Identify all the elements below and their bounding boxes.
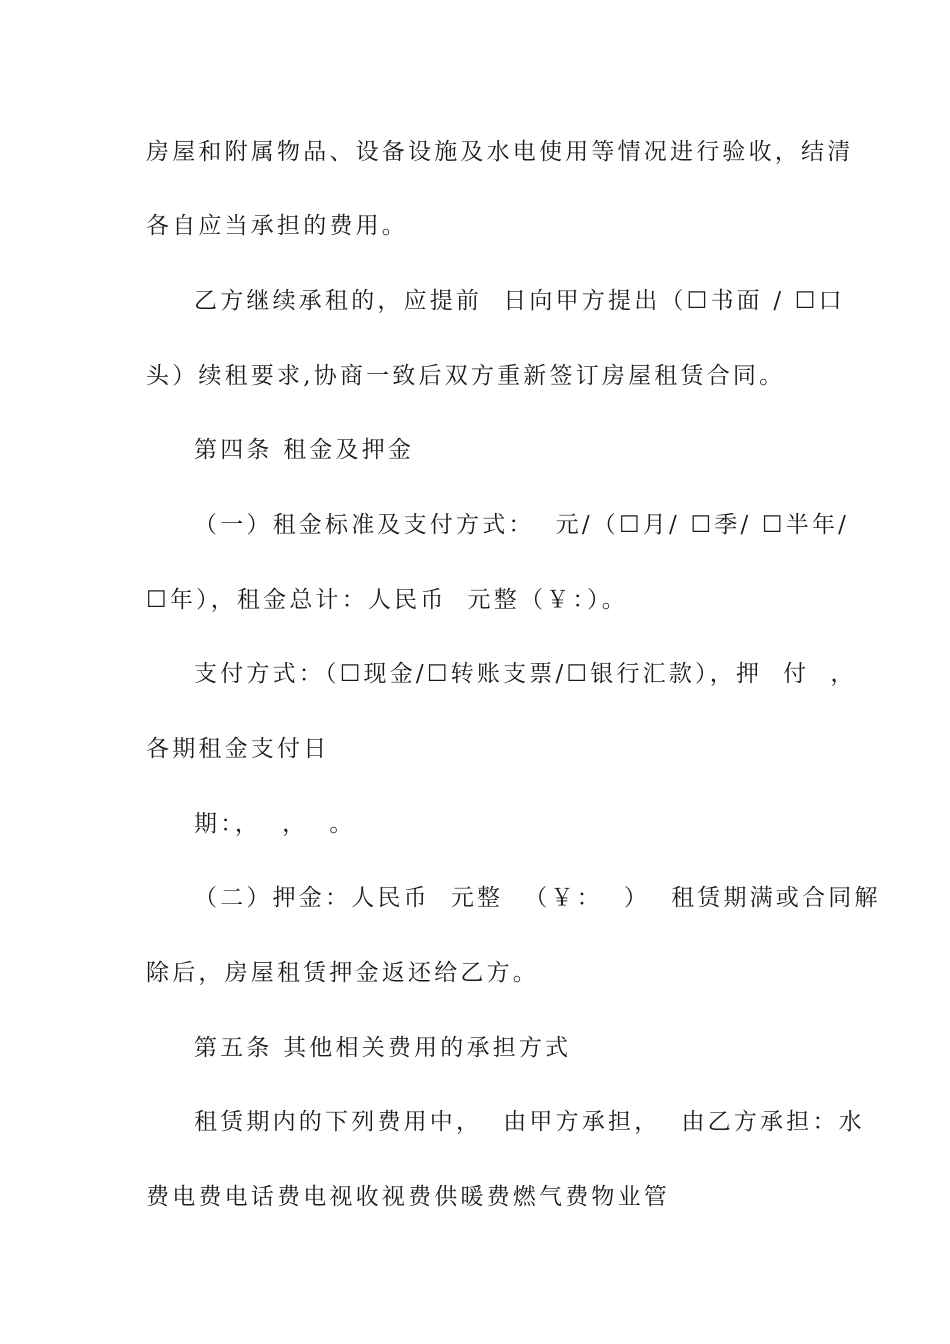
section-heading-5: 第五条 其他相关费用的承担方式	[194, 1035, 572, 1061]
text-line-2: 各自应当承担的费用。	[146, 213, 408, 239]
text-line-6: （一）租金标准及支付方式： 元/（☐月/ ☐季/ ☐半年/	[194, 512, 850, 538]
text-line-10: 期：， ， 。	[194, 811, 356, 837]
text-line-7: ☐年），租金总计：人民币 元整（￥：）。	[146, 587, 628, 613]
text-line-14: 租赁期内的下列费用中， 由甲方承担， 由乙方承担：水	[194, 1109, 865, 1135]
text-line-15: 费电费电话费电视收视费供暖费燃气费物业管	[146, 1184, 670, 1210]
text-line-4: 头）续租要求,协商一致后双方重新签订房屋租赁合同。	[146, 363, 786, 389]
section-heading-4: 第四条 租金及押金	[194, 437, 415, 463]
text-line-11: （二）押金：人民币 元整 （￥： ） 租赁期满或合同解	[194, 885, 881, 911]
text-line-3: 乙方继续承租的，应提前 日向甲方提出（☐书面 / ☐口	[194, 288, 845, 314]
text-line-9: 各期租金支付日	[146, 736, 330, 762]
text-line-8: 支付方式：（☐现金/☐转账支票/☐银行汇款），押 付 ，	[194, 661, 857, 687]
text-line-1: 房屋和附属物品、设备设施及水电使用等情况进行验收，结清	[146, 139, 854, 165]
text-line-12: 除后，房屋租赁押金返还给乙方。	[146, 960, 539, 986]
